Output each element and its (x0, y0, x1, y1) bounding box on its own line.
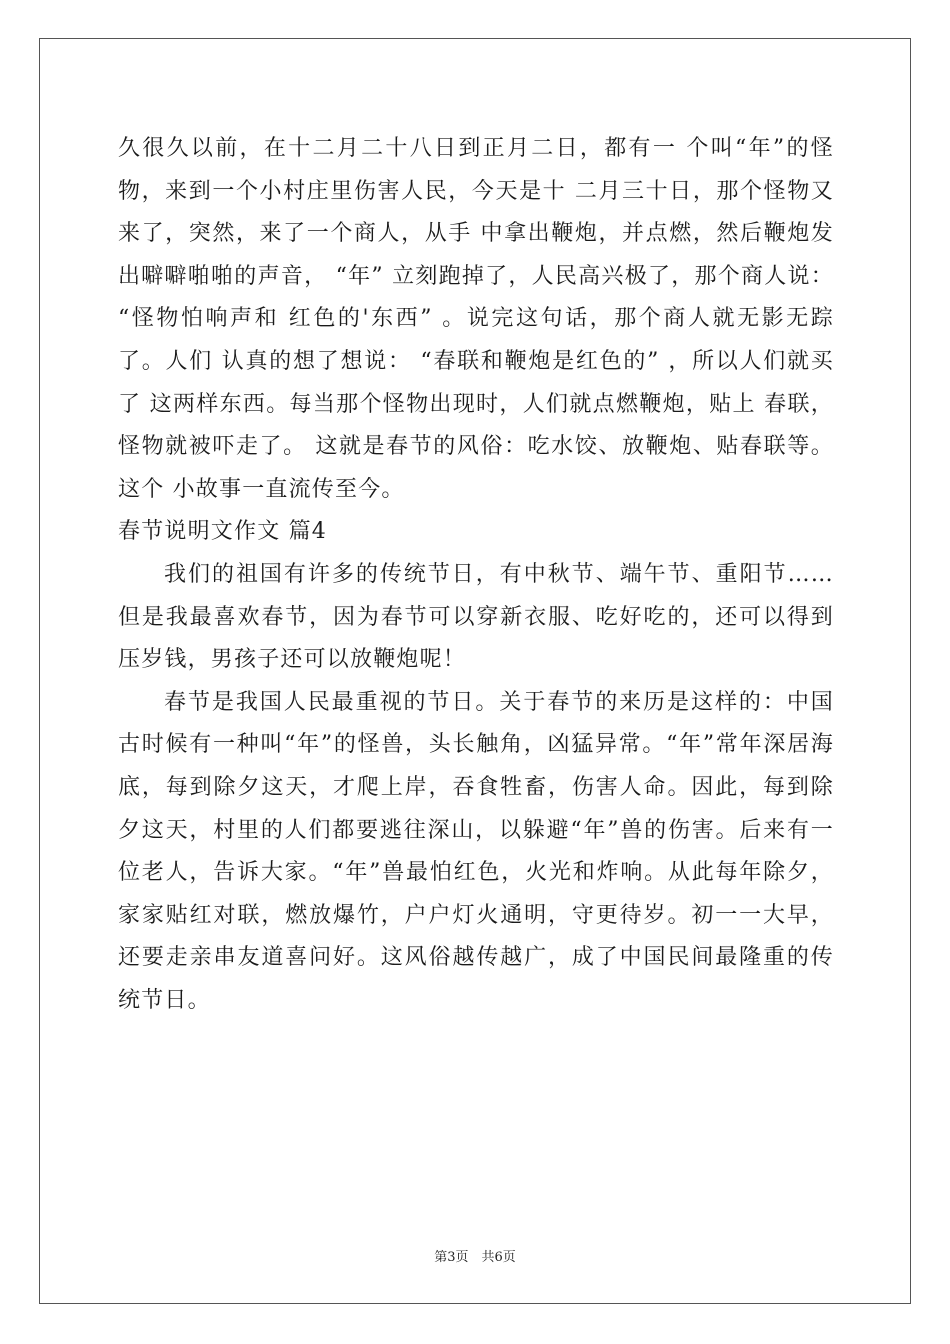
section-title: 春节说明文作文 篇4 (118, 519, 327, 545)
page-number-footer: 第3页 共6页 (434, 1250, 516, 1265)
document-body (118, 128, 834, 1022)
paragraph-origin: 春节是我国人民最重视的节日。关于春节的来历是这样的：中国古时候有一种叫“年”的怪兽，头长触角，凶猛异常。“年”常年深居海底，每到除夕这天，才爬上岸，吞食牲畜，伤害人命。因此，每到除夕这天，村里的人们都要逃往深山，以躲避“年”兽的伤害。后来有一位老人，告诉大家。“年”兽最怕红色，火光和炸响。从此每年除夕，家家贴红对联，燃放爆竹，户户灯火通明，守更待岁。初一一大早，还要走亲串友道喜问好。这风俗越传越广，成了中国民间最隆重的传统节日。 (118, 689, 834, 1013)
paragraph-story-continued: 久很久以前，在十二月二十八日到正月二日，都有一 个叫“年”的怪物，来到一个小村庄里伤害人民，今天是十 二月三十日，那个怪物又来了，突然，来了一个商人，从手 中拿出鞭炮，并点燃，然后鞭炮发出噼噼啪啪的声音， “年” 立刻跑掉了，人民高兴极了，那个商人说： “怪物怕响声和 红色的'东西” 。说完这句话，那个商人就无影无踪了。人们 认真的想了想说： “春联和鞭炮是红色的” ，所以人们就买了 这两样东西。每当那个怪物出现时，人们就点燃鞭炮，贴上 春联，怪物就被吓走了。 这就是春节的风俗：吃水饺、放鞭炮、贴春联等。这个 小故事一直流传至今。 (118, 136, 834, 502)
paragraph-intro: 我们的祖国有许多的传统节日，有中秋节、端午节、重阳节……但是我最喜欢春节，因为春节可以穿新衣服、吃好吃的，还可以得到压岁钱，男孩子还可以放鞭炮呢！ (118, 561, 834, 673)
